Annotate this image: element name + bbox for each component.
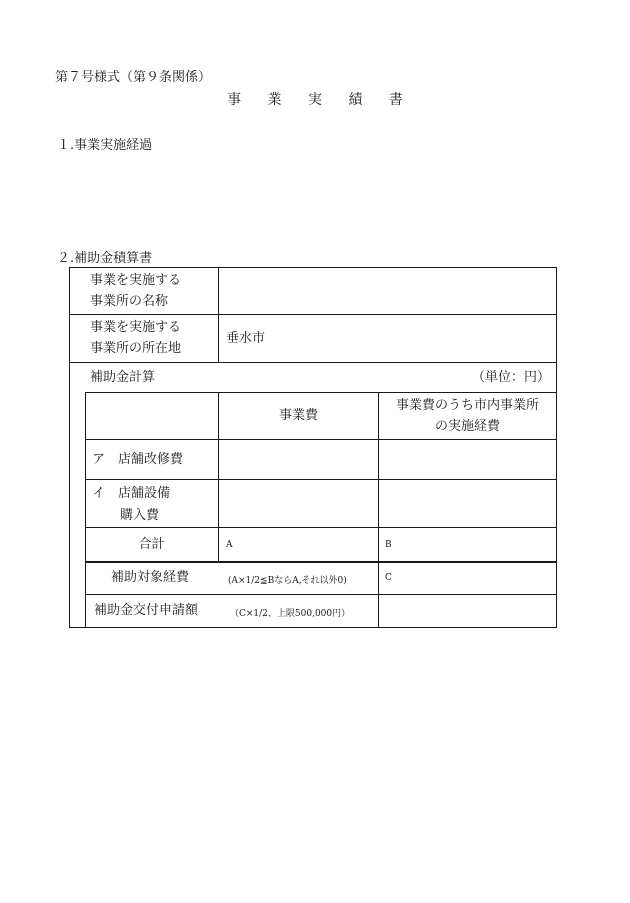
section-1-heading: １.事業実施経過 [57,138,153,153]
row-label-apply-amount: 補助金交付申請額 [94,603,199,618]
office-location-label [90,317,181,359]
row-label-total: 合計 [138,537,165,552]
office-name-label [90,270,181,312]
total-a: A [226,540,233,550]
target-formula: (A×1/2≦BならA,それ以外0) [228,576,347,586]
calc-label: 補助金計算 [90,370,156,385]
col-header-city-cost [379,395,556,437]
form-number: 第７号様式（第９条関係） [55,70,212,85]
target-c: C [385,573,392,583]
apply-formula: （C×1/2、上限500,000円） [230,609,351,619]
section-2-heading: ２.補助金積算書 [57,251,153,266]
row-label-purchase-cost: 購入費 [120,508,160,523]
office-name-label-line1: 事業を実施する [90,273,182,288]
unit-note: （単位：円） [471,370,550,385]
row-label-store-renovation: ア 店舗改修費 [92,452,184,467]
office-location-value: 垂水市 [226,331,266,346]
office-name-label-line2: 事業所の名称 [90,294,169,309]
col-header-city-cost-line2: の実施経費 [434,419,500,434]
row-label-store-equipment: イ 店舗設備 [92,486,171,501]
col-header-city-cost-line1: 事業費のうち市内事業所 [395,398,539,413]
office-location-label-line1: 事業を実施する [90,320,182,335]
office-location-label-line2: 事業所の所在地 [90,341,182,356]
row-label-target-cost: 補助対象経費 [111,570,190,585]
document-title: 事 業 実 績 書 [227,92,414,108]
total-b: B [385,540,392,550]
col-header-cost: 事業費 [278,408,318,423]
